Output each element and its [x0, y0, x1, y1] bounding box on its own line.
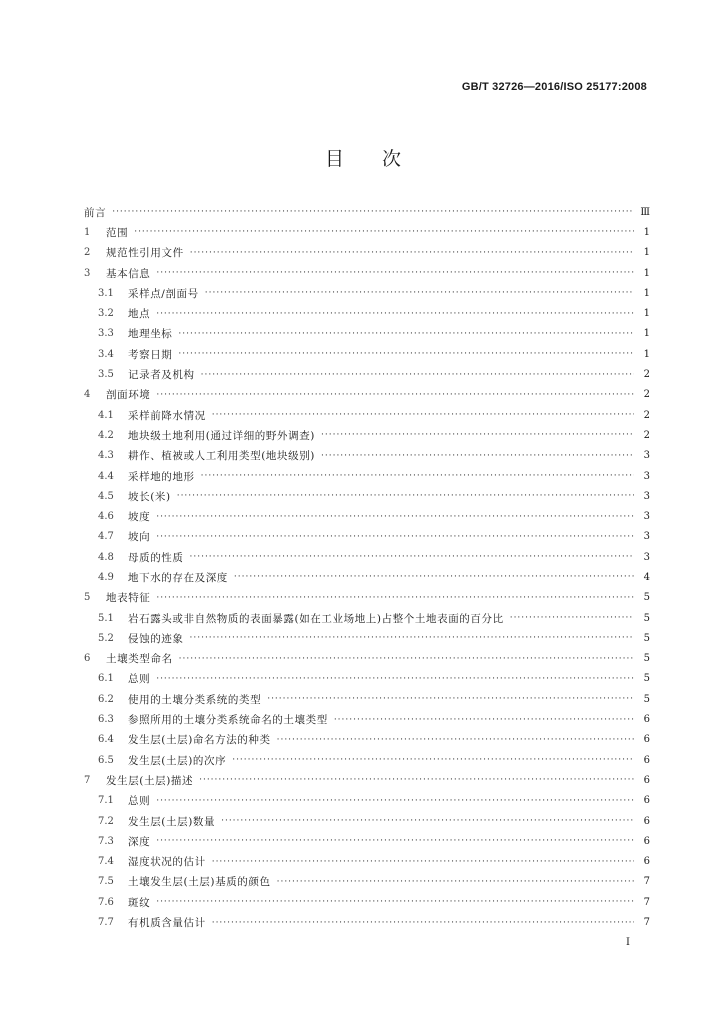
toc-leader-dots	[321, 430, 634, 440]
toc-entry-number: 7.6	[98, 896, 114, 908]
toc-entry[interactable]	[84, 669, 650, 689]
toc-entry-number: 7.4	[98, 856, 114, 868]
toc-entry[interactable]	[84, 831, 650, 851]
toc-leader-dots	[156, 593, 634, 603]
toc-entry[interactable]	[84, 324, 650, 344]
toc-leader-dots	[177, 491, 634, 501]
toc-entry-page: 7	[643, 917, 650, 929]
toc-entry-page: 6	[643, 774, 650, 786]
toc-entry[interactable]	[84, 649, 650, 669]
toc-entry-number: 4.8	[98, 551, 114, 563]
toc-entry-label: 坡长(米)	[128, 490, 171, 503]
toc-entry-label: 坡度	[128, 511, 151, 524]
toc-leader-dots	[156, 674, 634, 684]
toc-entry-number: 6.2	[98, 693, 114, 705]
toc-entry[interactable]	[84, 283, 650, 303]
table-of-contents	[84, 202, 650, 933]
toc-leader-dots	[156, 796, 634, 806]
toc-entry[interactable]	[84, 364, 650, 384]
toc-entry-label: 坡向	[128, 531, 151, 544]
toc-entry-number: 4.5	[98, 490, 114, 502]
toc-entry-label: 发生层(土层)数量	[128, 815, 216, 828]
toc-entry-page: 2	[643, 369, 650, 381]
toc-entry-page: 2	[643, 389, 650, 401]
toc-entry-label: 土壤类型命名	[106, 653, 173, 666]
toc-entry[interactable]	[84, 405, 650, 425]
toc-entry-number: 3.2	[98, 308, 114, 320]
toc-leader-dots	[212, 410, 634, 420]
toc-entry-number: 3	[84, 267, 91, 279]
page-title-char-1: 目	[324, 148, 346, 170]
toc-entry[interactable]	[84, 588, 650, 608]
toc-entry-label: 发生层(土层)的次序	[128, 754, 227, 767]
toc-leader-dots	[156, 309, 634, 319]
toc-entry[interactable]	[84, 872, 650, 892]
toc-leader-dots	[178, 329, 634, 339]
toc-entry[interactable]	[84, 791, 650, 811]
toc-entry-label: 考察日期	[128, 348, 173, 361]
toc-leader-dots	[156, 836, 634, 846]
toc-entry-page: 4	[643, 571, 650, 583]
toc-entry-label: 范围	[106, 226, 129, 239]
toc-leader-dots	[232, 755, 634, 765]
toc-entry-number: 4	[84, 389, 91, 401]
toc-entry[interactable]	[84, 446, 650, 466]
toc-leader-dots	[178, 349, 634, 359]
toc-entry-page: 3	[643, 470, 650, 482]
toc-entry-page: 6	[643, 856, 650, 868]
toc-entry-number: 2	[84, 247, 91, 259]
toc-entry-page: 7	[643, 896, 650, 908]
toc-leader-dots	[134, 227, 634, 237]
toc-leader-dots	[277, 735, 634, 745]
toc-entry-label: 土壤发生层(土层)基质的颜色	[128, 876, 271, 889]
toc-entry-label: 湿度状况的估计	[128, 856, 206, 869]
toc-entry-label: 地理坐标	[128, 328, 173, 341]
toc-entry-label: 基本信息	[106, 267, 151, 280]
toc-entry-label: 总则	[128, 673, 151, 686]
toc-entry[interactable]	[84, 608, 650, 628]
page-number: I	[626, 937, 630, 948]
toc-leader-dots	[234, 572, 634, 582]
toc-entry-label: 前言	[84, 206, 107, 219]
toc-entry-label: 剖面环境	[106, 389, 151, 402]
toc-entry-label: 地点	[128, 308, 151, 321]
toc-entry-label: 使用的土壤分类系统的类型	[128, 693, 262, 706]
toc-leader-dots	[321, 451, 634, 461]
toc-entry[interactable]	[84, 730, 650, 750]
toc-leader-dots	[179, 654, 634, 664]
toc-leader-dots	[267, 694, 634, 704]
toc-entry-label: 采样地的地形	[128, 470, 195, 483]
toc-entry-number: 4.9	[98, 571, 114, 583]
toc-entry[interactable]	[84, 425, 650, 445]
toc-leader-dots	[112, 207, 634, 217]
toc-entry-number: 6	[84, 653, 91, 665]
toc-entry[interactable]	[84, 243, 650, 263]
toc-entry[interactable]	[84, 344, 650, 364]
toc-leader-dots	[190, 248, 634, 258]
page-title-char-2: 次	[382, 148, 404, 170]
toc-entry[interactable]	[84, 506, 650, 526]
toc-entry-page: 6	[643, 815, 650, 827]
page-title	[0, 144, 728, 171]
toc-entry-page: 1	[643, 247, 650, 259]
toc-entry-number: 7.7	[98, 917, 114, 929]
toc-entry-number: 5.2	[98, 632, 114, 644]
toc-entry-page: 6	[643, 734, 650, 746]
toc-entry-label: 记录者及机构	[128, 369, 195, 382]
toc-entry-page: 3	[643, 531, 650, 543]
toc-leader-dots	[199, 775, 634, 785]
toc-entry-label: 发生层(土层)命名方法的种类	[128, 734, 271, 747]
toc-entry-page: 5	[643, 653, 650, 665]
toc-entry[interactable]	[84, 547, 650, 567]
toc-entry-page: 3	[643, 490, 650, 502]
toc-entry-page: 6	[643, 754, 650, 766]
toc-entry-page: Ⅲ	[640, 206, 650, 218]
toc-entry-page: 5	[643, 612, 650, 624]
toc-leader-dots	[334, 715, 634, 725]
toc-entry-page: 5	[643, 632, 650, 644]
toc-entry[interactable]	[84, 912, 650, 932]
toc-entry-page: 2	[643, 409, 650, 421]
toc-entry-page: 5	[643, 592, 650, 604]
toc-leader-dots	[190, 633, 635, 643]
toc-leader-dots	[510, 613, 634, 623]
toc-entry-page: 5	[643, 693, 650, 705]
toc-entry-label: 岩石露头或非自然物质的表面暴露(如在工业场地上)占整个土地表面的百分比	[128, 612, 504, 625]
toc-entry-number: 6.4	[98, 734, 114, 746]
toc-entry-page: 1	[643, 287, 650, 299]
toc-entry-number: 6.3	[98, 714, 114, 726]
toc-leader-dots	[221, 816, 634, 826]
toc-entry-label: 有机质含量估计	[128, 917, 206, 930]
toc-entry[interactable]	[84, 689, 650, 709]
toc-entry[interactable]	[84, 222, 650, 242]
toc-entry-page: 6	[643, 714, 650, 726]
toc-entry-number: 3.5	[98, 369, 114, 381]
toc-entry-label: 规范性引用文件	[106, 247, 184, 260]
toc-entry-page: 2	[643, 429, 650, 441]
toc-entry-number: 3.1	[98, 287, 114, 299]
document-code: GB/T 32726—2016/ISO 25177:2008	[461, 81, 647, 93]
toc-entry[interactable]	[84, 750, 650, 770]
toc-leader-dots	[190, 552, 635, 562]
toc-entry[interactable]	[84, 709, 650, 729]
toc-entry-page: 3	[643, 551, 650, 563]
toc-leader-dots	[156, 532, 634, 542]
toc-leader-dots	[156, 512, 634, 522]
toc-entry-page: 1	[643, 226, 650, 238]
toc-leader-dots	[277, 877, 634, 887]
toc-entry-label: 地下水的存在及深度	[128, 571, 228, 584]
toc-entry[interactable]	[84, 770, 650, 790]
toc-entry-number: 3.4	[98, 348, 114, 360]
toc-entry-page: 1	[643, 328, 650, 340]
toc-entry-page: 6	[643, 795, 650, 807]
toc-entry-label: 参照所用的土壤分类系统命名的土壤类型	[128, 714, 328, 727]
toc-entry[interactable]	[84, 263, 650, 283]
toc-entry[interactable]	[84, 303, 650, 323]
toc-entry-label: 地表特征	[106, 592, 151, 605]
toc-entry[interactable]	[84, 628, 650, 648]
toc-entry-number: 7.2	[98, 815, 114, 827]
toc-entry-number: 6.1	[98, 673, 114, 685]
toc-entry-label: 斑纹	[128, 896, 151, 909]
toc-entry-page: 7	[643, 876, 650, 888]
toc-entry-label: 深度	[128, 835, 151, 848]
toc-entry[interactable]	[84, 486, 650, 506]
toc-leader-dots	[156, 897, 634, 907]
toc-entry[interactable]	[84, 385, 650, 405]
toc-entry[interactable]	[84, 892, 650, 912]
toc-entry-label: 采样点/剖面号	[128, 287, 199, 300]
toc-leader-dots	[212, 857, 634, 867]
toc-entry-label: 侵蚀的迹象	[128, 632, 184, 645]
toc-entry-number: 6.5	[98, 754, 114, 766]
toc-leader-dots	[156, 390, 634, 400]
toc-entry-number: 4.3	[98, 450, 114, 462]
toc-entry-label: 母质的性质	[128, 551, 184, 564]
toc-leader-dots	[201, 471, 634, 481]
toc-entry-page: 3	[643, 450, 650, 462]
toc-entry-label: 发生层(土层)描述	[106, 774, 194, 787]
toc-entry-label: 地块级土地利用(通过详细的野外调查)	[128, 429, 315, 442]
toc-entry-number: 5.1	[98, 612, 114, 624]
toc-entry-page: 3	[643, 511, 650, 523]
toc-entry-label: 采样前降水情况	[128, 409, 206, 422]
toc-entry-number: 1	[84, 226, 91, 238]
toc-entry-page: 1	[643, 308, 650, 320]
toc-entry-number: 7.1	[98, 795, 114, 807]
toc-entry[interactable]	[84, 811, 650, 831]
toc-entry-number: 5	[84, 592, 91, 604]
toc-entry-number: 3.3	[98, 328, 114, 340]
toc-entry-number: 4.1	[98, 409, 114, 421]
toc-entry[interactable]	[84, 527, 650, 547]
toc-leader-dots	[201, 370, 634, 380]
toc-entry[interactable]	[84, 202, 650, 222]
toc-entry[interactable]	[84, 466, 650, 486]
toc-leader-dots	[205, 288, 634, 298]
toc-leader-dots	[212, 918, 634, 928]
toc-entry-page: 1	[643, 267, 650, 279]
toc-entry-label: 总则	[128, 795, 151, 808]
toc-entry[interactable]	[84, 567, 650, 587]
toc-entry-page: 5	[643, 673, 650, 685]
toc-entry-number: 7	[84, 774, 91, 786]
toc-entry-number: 4.2	[98, 429, 114, 441]
toc-entry-number: 7.5	[98, 876, 114, 888]
toc-entry-number: 7.3	[98, 835, 114, 847]
toc-entry-number: 4.6	[98, 511, 114, 523]
toc-entry-page: 6	[643, 835, 650, 847]
toc-entry[interactable]	[84, 852, 650, 872]
toc-entry-number: 4.7	[98, 531, 114, 543]
toc-entry-label: 耕作、植被或人工利用类型(地块级别)	[128, 450, 315, 463]
toc-entry-number: 4.4	[98, 470, 114, 482]
toc-entry-page: 1	[643, 348, 650, 360]
toc-leader-dots	[156, 268, 634, 278]
